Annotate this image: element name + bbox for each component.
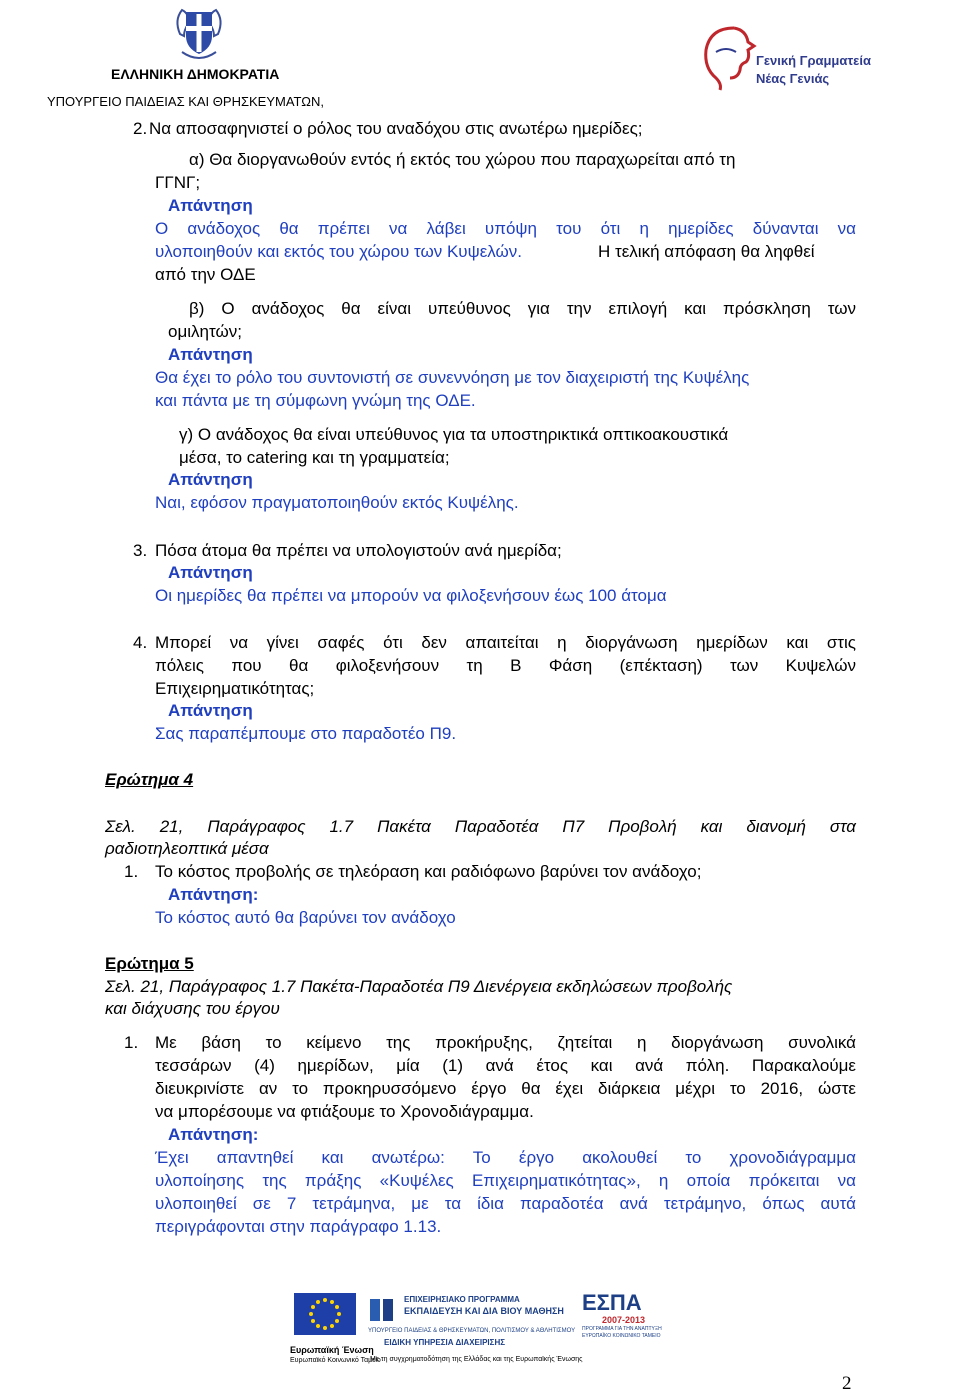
q2b-answer-line2: και πάντα με τη σύμφωνη γνώμη της ΟΔΕ. <box>155 391 476 410</box>
question-4-answer: Το κόστος αυτό θα βαρύνει τον ανάδοχο <box>155 908 456 927</box>
q2a-question-line1: α) Θα διοργανωθούν εντός ή εκτός του χώρου που παραχωρείται από τη <box>189 150 736 169</box>
q2b-question-line2: ομιλητών; <box>168 322 242 341</box>
q2a-answer-line2b: Η τελική απόφαση θα ληφθεί <box>598 242 815 261</box>
cofinance-note: Με τη συγχρηματοδότηση της Ελλάδας και της Ευρωπαϊκής Ένωσης <box>370 1356 583 1363</box>
espa-sub: ΠΡΟΓΡΑΜΜΑ ΓΙΑ ΤΗΝ ΑΝΑΠΤΥΞΗ <box>582 1326 662 1332</box>
q2c-answer: Ναι, εφόσον πραγματοποιηθούν εκτός Κυψέλης. <box>155 493 519 512</box>
espa-fund: ΕΥΡΩΠΑΪΚΟ ΚΟΙΝΩΝΙΚΟ ΤΑΜΕΙΟ <box>582 1333 661 1339</box>
q3-answer: Οι ημερίδες θα πρέπει να μπορούν να φιλοξενήσουν έως 100 άτομα <box>155 586 667 605</box>
question-4-reference-line2: ραδιοτηλεοπτικά μέσα <box>105 839 269 858</box>
q2a-answer-line3: από την ΟΔΕ <box>155 265 256 284</box>
q2c-question-line2: μέσα, το catering και τη γραμματεία; <box>179 448 450 467</box>
eu-flag-icon <box>294 1293 356 1335</box>
ggng-logo <box>696 22 896 92</box>
question-5-item-line1: Με βάση το κείμενο της προκήρυξης, ζητείται η διοργάνωση συνολικά <box>155 1033 856 1052</box>
q3-question: Πόσα άτομα θα πρέπει να υπολογιστούν ανά ημερίδα; <box>155 541 562 560</box>
answer-label: Απάντηση <box>168 345 253 364</box>
espa-logo <box>580 1291 662 1351</box>
q2-number: 2. <box>133 119 148 138</box>
op-title: ΕΠΙΧΕΙΡΗΣΙΑΚΟ ΠΡΟΓΡΑΜΜΑ <box>404 1295 520 1304</box>
question-4-item: Το κόστος προβολής σε τηλεόραση και ραδιόφωνο βαρύνει τον ανάδοχο; <box>155 862 702 881</box>
op-education-logo <box>368 1293 576 1351</box>
question-5-answer-line1: Έχει απαντηθεί και ανωτέρω: Το έργο ακολουθεί το χρονοδιάγραμμα <box>155 1148 856 1167</box>
espa-years: 2007-2013 <box>602 1315 646 1325</box>
question-5-title: Ερώτημα 5 <box>105 954 194 973</box>
eu-line2: Ευρωπαϊκό Κοινωνικό Ταμείο <box>290 1357 381 1364</box>
question-5-item-line2: τεσσάρων (4) ημερίδων, μία (1) ανά έτος και ανά πόλη. Παρακαλούμε <box>155 1056 856 1075</box>
q2a-question-line2: ΓΓΝΓ; <box>155 173 201 192</box>
question-4-item-number: 1. <box>124 862 139 881</box>
header-country: ΕΛΛΗΝΙΚΗ ΔΗΜΟΚΡΑΤΙΑ <box>111 66 280 82</box>
q3-number: 3. <box>133 541 148 560</box>
answer-label: Απάντηση <box>168 196 253 215</box>
q2b-answer-line1: Θα έχει το ρόλο του συντονιστή σε συνεννόηση με τον διαχειριστή της Κυψέλης <box>155 368 750 387</box>
eu-line1: Ευρωπαϊκή Ένωση <box>290 1345 374 1355</box>
ggng-line1: Γενική Γραμματεία <box>756 53 871 68</box>
q2a-answer-line2: υλοποιηθούν και εκτός του χώρου των Κυψελών. <box>155 242 523 261</box>
q4-answer: Σας παραπέμπουμε στο παραδοτέο Π9. <box>155 724 457 743</box>
op-ministry: ΥΠΟΥΡΓΕΙΟ ΠΑΙΔΕΙΑΣ & ΘΡΗΣΚΕΥΜΑΤΩΝ, ΠΟΛΙΤΙΣΜΟΥ & ΑΘΛΗΤΙΣΜΟΥ <box>368 1328 576 1334</box>
question-4-reference-line1: Σελ. 21, Παράγραφος 1.7 Πακέτα Παραδοτέα Π7 Προβολή και διανομή στα <box>105 817 856 836</box>
question-5-item-line4: να μπορέσουμε να φτιάξουμε το Χρονοδιάγραμμα. <box>155 1102 534 1121</box>
q2b-question-line1: β) Ο ανάδοχος θα είναι υπεύθυνος για την επιλογή και πρόσκληση των <box>189 299 856 318</box>
question-5-reference-line1: Σελ. 21, Παράγραφος 1.7 Πακέτα-Παραδοτέα Π9 Διενέργεια εκδηλώσεων προβολής <box>105 977 733 996</box>
q4-question-line1: Μπορεί να γίνει σαφές ότι δεν απαιτείται η διοργάνωση ημερίδων και στις <box>155 633 856 652</box>
q4-question-line2: πόλεις που θα φιλοξενήσουν τη Β Φάση (επέκταση) των Κυψελών <box>155 656 856 675</box>
header-emblem <box>172 4 226 64</box>
question-5-item-number: 1. <box>124 1033 139 1052</box>
op-title2: ΕΚΠΑΙΔΕΥΣΗ ΚΑΙ ΔΙΑ ΒΙΟΥ ΜΑΘΗΣΗ <box>404 1306 564 1316</box>
answer-label: Απάντηση: <box>168 1125 259 1144</box>
answer-label: Απάντηση <box>168 563 253 582</box>
question-5-answer-line4: περιγράφονται στην παράγραφο 1.13. <box>155 1217 442 1236</box>
answer-label: Απάντηση <box>168 470 253 489</box>
question-5-item-line3: διευκρινίστε αν το προκηρυσσόμενο έργο θα έχει διάρκεια μέχρι το 2016, ώστε <box>155 1079 856 1098</box>
question-5-answer-line2: υλοποίησης της πράξης «Κυψέλες Επιχειρηματικότητας», η οποία πρόκειται να <box>155 1171 856 1190</box>
ggng-logo-icon <box>696 22 758 92</box>
question-5-reference-line2: και διάχυσης του έργου <box>105 999 280 1018</box>
page-number: 2 <box>842 1373 852 1394</box>
question-5-answer-line3: υλοποιηθεί σε 7 τετράμηνα, με τα ίδια παραδοτέα ανά τετράμηνο, όπως αυτά <box>155 1194 856 1213</box>
header-ministry: ΥΠΟΥΡΓΕΙΟ ΠΑΙΔΕΙΑΣ ΚΑΙ ΘΡΗΣΚΕΥΜΑΤΩΝ, <box>47 94 324 109</box>
question-4-title: Ερώτημα 4 <box>105 770 194 789</box>
eu-logo <box>290 1293 381 1368</box>
ggng-line2: Νέας Γενιάς <box>756 71 830 86</box>
q2c-question-line1: γ) Ο ανάδοχος θα είναι υπεύθυνος για τα υποστηρικτικά οπτικοακουστικά <box>179 425 729 444</box>
answer-label: Απάντηση <box>168 701 253 720</box>
greek-coat-of-arms-icon <box>172 4 226 64</box>
q2-question: Να αποσαφηνιστεί ο ρόλος του αναδόχου στις ανωτέρω ημερίδες; <box>149 119 643 138</box>
q4-number: 4. <box>133 633 148 652</box>
q4-question-line3: Επιχειρηματικότητας; <box>155 679 315 698</box>
q2a-answer-line1: Ο ανάδοχος θα πρέπει να λάβει υπόψη του ότι η ημερίδες δύνανται να <box>155 219 856 238</box>
answer-label: Απάντηση: <box>168 885 259 904</box>
espa-title: ΕΣΠΑ <box>582 1290 642 1315</box>
op-education-icon <box>368 1295 398 1325</box>
op-authority: ΕΙΔΙΚΗ ΥΠΗΡΕΣΙΑ ΔΙΑΧΕΙΡΙΣΗΣ <box>384 1338 506 1347</box>
